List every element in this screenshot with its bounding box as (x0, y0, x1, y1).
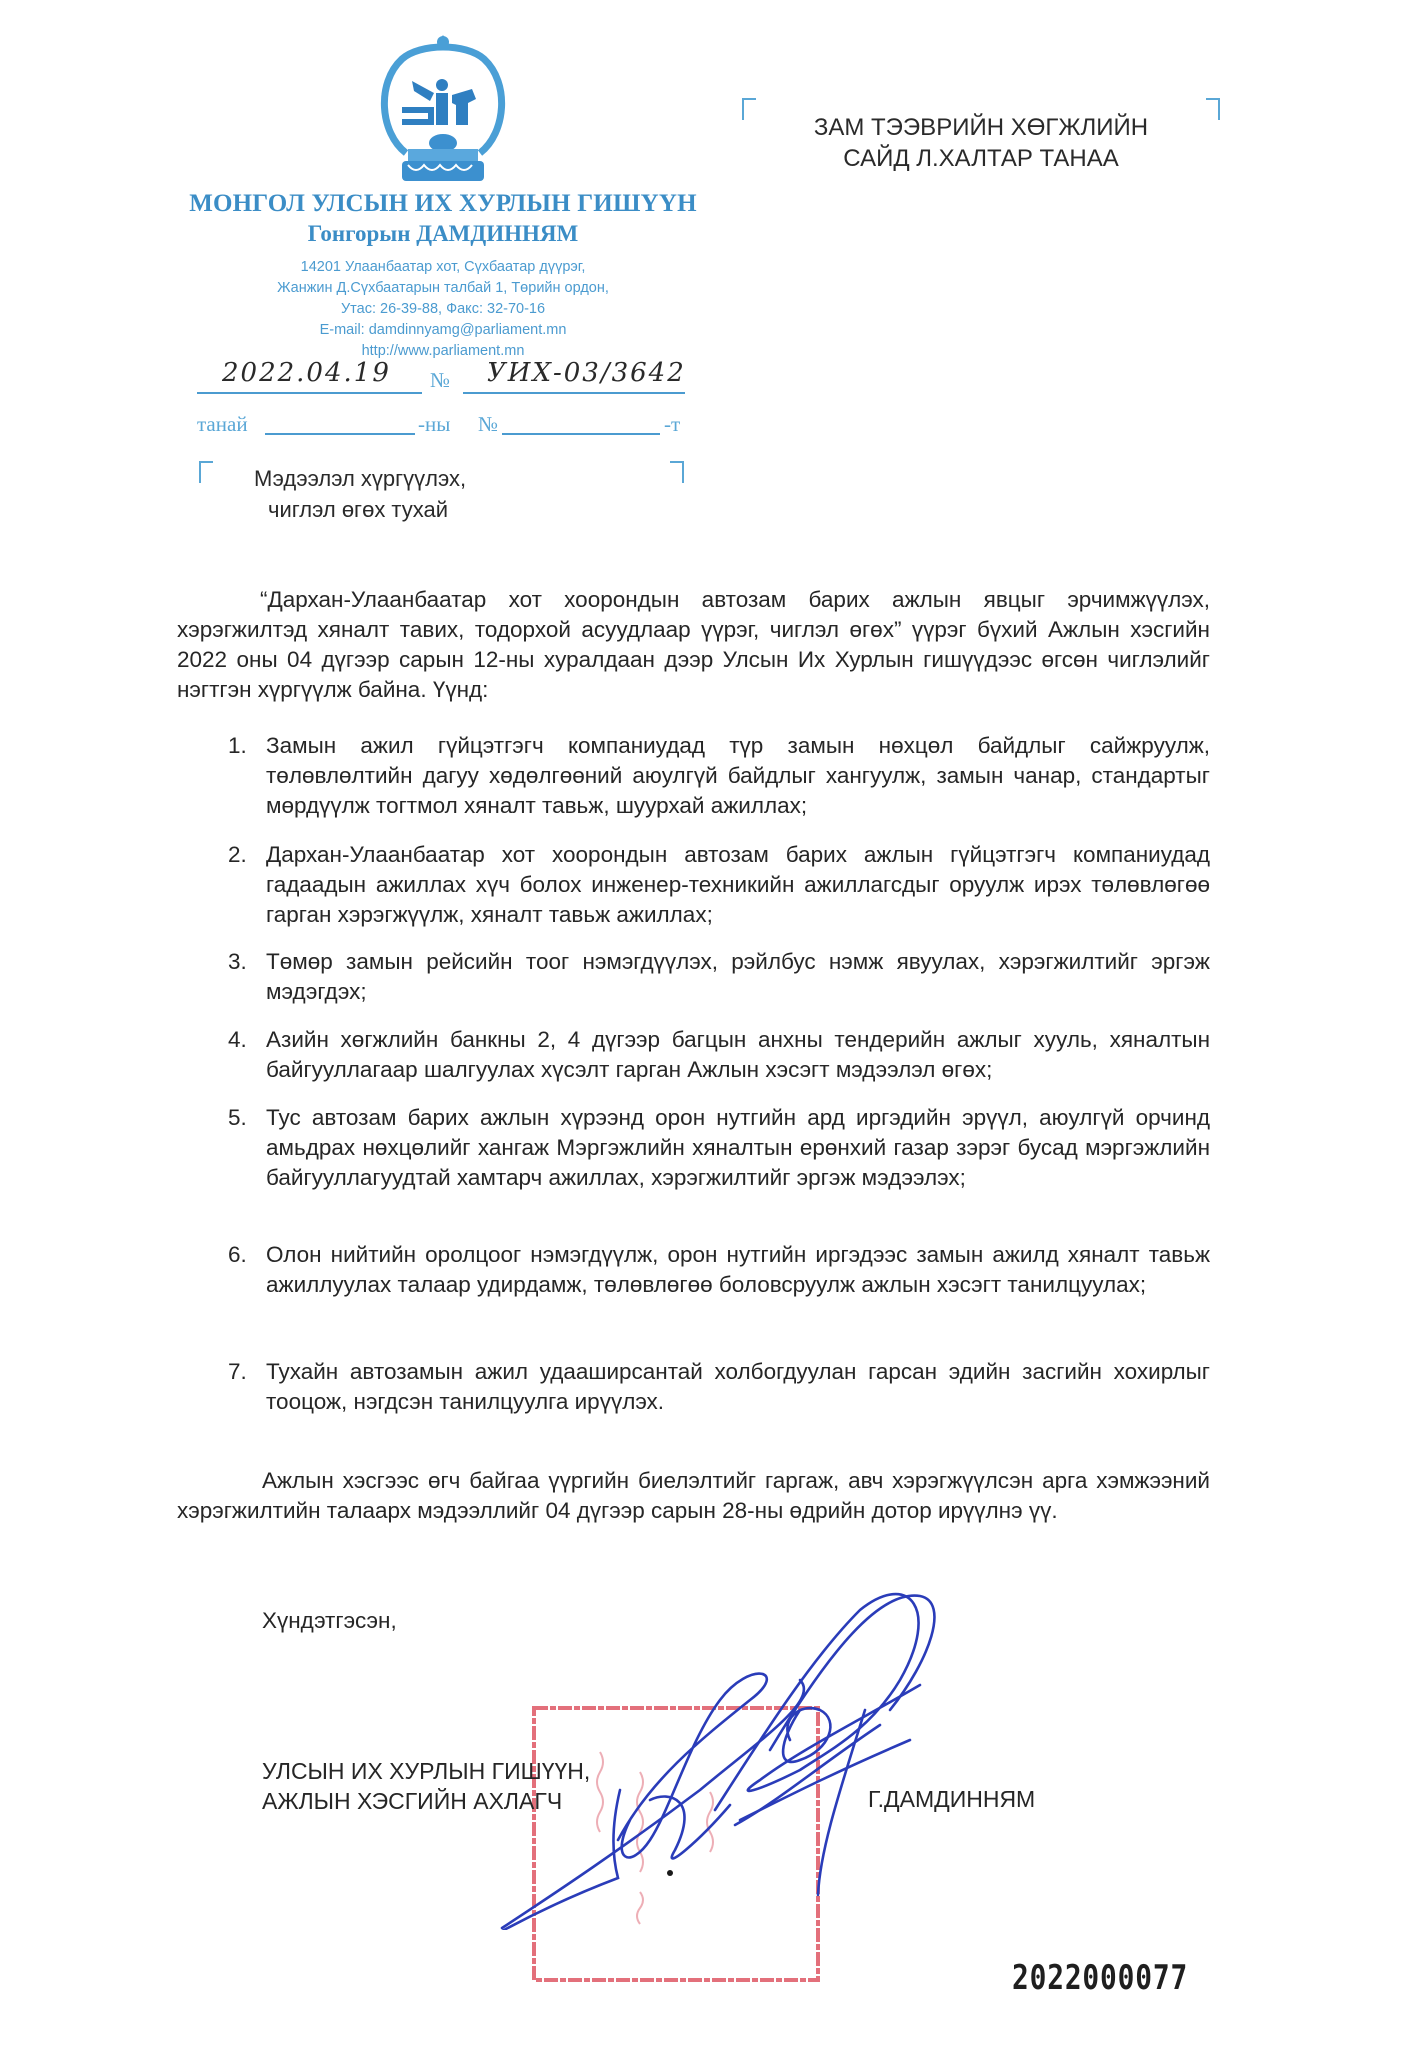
regards-text: Хүндэтгэсэн, (262, 1608, 397, 1633)
list-number: 5. (228, 1105, 247, 1130)
recipient-block (742, 112, 1220, 174)
reference-suffix: -т (664, 412, 681, 436)
list-item (228, 1025, 1210, 1085)
list-text: Төмөр замын рейсийн тоог нэмэгдүүлэх, рэйлбус нэмж явуулах, хэрэгжилтийг эргэж мэдэгдэх; (266, 949, 1210, 1004)
list-item (228, 1357, 1210, 1417)
list-item (228, 840, 1210, 930)
letter-subject (200, 463, 530, 525)
address-line: 14201 Улаанбаатар хот, Сүхбаатар дүүрэг, (300, 259, 586, 275)
signatory-title-line: УЛСЫН ИХ ХУРЛЫН ГИШҮҮН, (262, 1758, 591, 1784)
list-number: 4. (228, 1027, 247, 1052)
date-underline (197, 392, 422, 394)
reference-prefix: танай (197, 412, 248, 436)
letterhead-contact-block (150, 257, 736, 362)
list-item (228, 1103, 1210, 1193)
reference-number-label: № (478, 412, 499, 436)
signatory-title-line: АЖЛЫН ХЭСГИЙН АХЛАГЧ (262, 1788, 563, 1814)
list-text: Азийн хөгжлийн банкны 2, 4 дүгээр багцын анхны тендерийн ажлыг хууль, хяналтын байгууллагаар шалгуулах хүсэлт гарган Ажлын хэсэгт мэдээлэл өгөх; (266, 1027, 1210, 1082)
list-item (228, 1240, 1210, 1300)
handwritten-signature-icon (500, 1590, 980, 1930)
address-line: Жанжин Д.Сүхбаатарын талбай 1, Төрийн ордон, (277, 280, 609, 296)
reference-date-line (265, 433, 415, 435)
subject-bracket-right (670, 461, 684, 483)
intro-paragraph: “Дархан-Улаанбаатар хот хоорондын автозам барих ажлын явцыг эрчимжүүлэх, хэрэгжилтэд хяналт тавих, тодорхой асуудлаар үүрэг, чиглэл өгөх” үүрэг бүхий Ажлын хэсгийн 2022 оны 04 дүгээр сарын 12-ны хуралдаан дээр Улсын Их Хурлын гишүүдээс өгсөн чиглэлийг нэгтгэн хүргүүлж байна. Үүнд: (177, 587, 1210, 702)
list-text: Замын ажил гүйцэтгэгч компаниудад түр замын нөхцөл байдлыг сайжруулж, төлөвлөлтийн дагуу хөдөлгөөний аюулгүй байдлыг хангуулж, замын чанар, стандартыг мөрдүүлж тогтмол хяналт тавьж, шуурхай ажиллах; (266, 733, 1210, 818)
letterhead-organization: МОНГОЛ УЛСЫН ИХ ХУРЛЫН ГИШҮҮН (189, 190, 697, 217)
subject-line: Мэдээлэл хүргүүлэх, (254, 466, 467, 491)
list-item (228, 947, 1210, 1007)
reference-mid: -ны (418, 412, 451, 436)
state-emblem-icon (372, 33, 514, 185)
document-serial-number: 2022000077 (1012, 1958, 1189, 1998)
subject-line: чиглэл өгөх тухай (268, 497, 449, 522)
list-number: 1. (228, 733, 247, 758)
list-item (228, 731, 1210, 821)
closing-paragraph: Ажлын хэсгээс өгч байгаа үүргийн биелэлтийг гаргаж, авч хэрэгжүүлсэн арга хэмжээний хэрэгжилтийн талаарх мэдээллийг 04 дүгээр сарын 28-ны өдрийн дотор ирүүлнэ үү. (177, 1468, 1210, 1523)
letter-date: 2022.04.19 (222, 358, 391, 388)
recipient-line: САЙД Л.ХАЛТАР ТАНАА (843, 145, 1119, 172)
letterhead-member-name: Гонгорын ДАМДИННЯМ (307, 221, 579, 246)
list-number: 7. (228, 1359, 247, 1384)
letter-number: УИХ-03/3642 (487, 358, 686, 388)
signatory-name: Г.ДАМДИННЯМ (868, 1786, 1036, 1812)
recipient-line: ЗАМ ТЭЭВРИЙН ХӨГЖЛИЙН (813, 114, 1149, 141)
list-number: 3. (228, 949, 247, 974)
website-line: http://www.parliament.mn (361, 343, 525, 359)
list-number: 2. (228, 842, 247, 867)
list-text: Тус автозам барих ажлын хүрээнд орон нутгийн ард иргэдийн эрүүл, аюулгүй орчинд амьдрах нөхцөлийг хангаж Мэргэжлийн хяналтын ерөнхий газар зэрэг бусад мэргэжлийн байгууллагуудтай хамтарч ажиллах, хэрэгжилтийг эргэж мэдээлэх; (266, 1105, 1210, 1190)
reference-number-line (502, 433, 660, 435)
number-label: № (430, 368, 451, 392)
list-text: Тухайн автозамын ажил удааширсантай холбогдуулан гарсан эдийн засгийн хохирлыг тооцож, нэгдсэн танилцуулга ирүүлэх. (266, 1359, 1210, 1414)
list-number: 6. (228, 1242, 247, 1267)
list-text: Олон нийтийн оролцоог нэмэгдүүлж, орон нутгийн иргэдээс замын ажилд хяналт тавьж ажиллуулах талаар удирдамж, төлөвлөгөө боловсруулж ажлын хэсэгт танилцуулах; (266, 1242, 1210, 1297)
email-line: E-mail: damdinnyamg@parliament.mn (319, 322, 567, 338)
phone-fax-line: Утас: 26-39-88, Факс: 32-70-16 (340, 301, 546, 317)
list-text: Дархан-Улаанбаатар хот хоорондын автозам барих ажлын гүйцэтгэгч компаниудад гадаадын ажиллах хүч болох инженер-техникийн ажиллагсдыг оруулж ирэх төлөвлөгөө гарган хэрэгжүүлж, хяналт тавьж ажиллах; (266, 842, 1210, 927)
number-underline (463, 392, 685, 394)
